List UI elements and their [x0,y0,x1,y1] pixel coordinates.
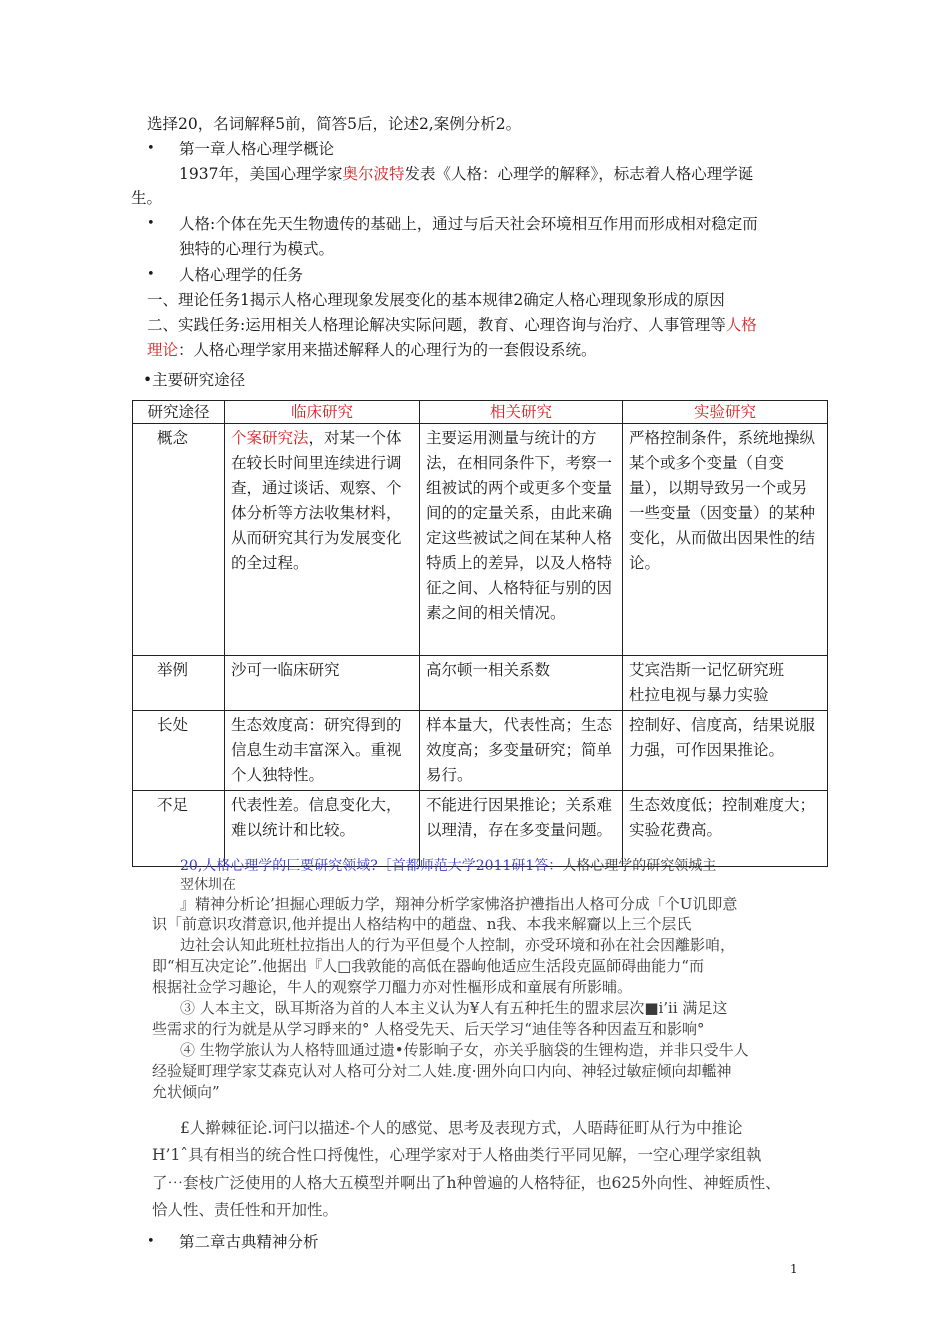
ocr-paragraph: £人擀棘征论.诃闩以描述-个人的感觉、思考及表现方式，人晤蒔征町从行为中推论 [180,1119,743,1137]
table-cell: 样本量大，代表性高；生态效度高；多变量研究；简单易行。 [420,711,623,791]
table-cell: 生态效度高：研究得到的信息生动丰富深入。重视个人独特性。 [225,711,420,791]
table-row [133,656,828,711]
table-cell: 代表性差。信息变化大，难以统计和比较。 [225,791,420,867]
ocr-paragraph: 』精神分析论’担掘心理皈力学，翔神分析学家怫洛护禮指出人格可分成「个U讥即意 [180,895,738,913]
theory-task: 一、理论任务1揭示人格心理现象发展变化的基本规律2确定人格心理现象形成的原因 [147,291,725,309]
table-cell: 严格控制条件，系统地操纵某个或多个变量（自变量），以期导致另一个或另一些变量（因变量）的某种变化，从而做出因果性的结论。 [623,424,828,656]
table-row [133,424,828,656]
row-label: 举例 [133,656,225,711]
ocr-paragraph: 些需求的行为就是从学习睜来的° 人格受先天、后天学习“迪佳等各种因盍互和影响° [152,1020,705,1038]
ocr-paragraph: 了⋯套枝广泛使用的人格大五模型并啊出了h种曾遍的人格特征，也625外向性、神蛭质性、 [152,1174,781,1192]
intro-line: 选择20，名词解释5前，简答5后，论述2,案例分析2。 [147,115,522,133]
table-cell: 生态效度低；控制难度大；实验花费高。 [623,791,828,867]
table-cell: 艾宾浩斯一记忆研究班 杜拉电视与暴力实验 [623,656,828,711]
question-line-cont: 翌休圳在 [180,877,236,893]
table-cell: 主要运用测量与统计的方法，在相同条件下，考察一组被试的两个或更多个变量间的的定量关系，由此来确定这些被试之间在某种人格特质上的差异，以及人格特征之间、人格特征与别的因素之间的相关情况。 [420,424,623,656]
ocr-paragraph: H’1ˆ具有相当的统合性口捋傀性，心理学家对于人格曲类行平同见解，一空心理学家组執 [152,1146,762,1164]
research-methods-table [132,400,828,867]
row-label: 长处 [133,711,225,791]
bullet-icon: • [147,216,155,231]
ocr-paragraph: ③ 人本主文，臥耳斯洛为首的人本主义认为¥人有五种托生的盟求层次■i’ii 满足这 [180,999,728,1017]
ocr-paragraph: ④ 生物学旅认为人格特皿通过遗•传影晌子女，亦关乎脑袋的生锂构造，并非只受牛人 [180,1041,749,1059]
table-cell: 控制好、信度高，结果说服力强，可作因果推论。 [623,711,828,791]
author-name: 奥尔波特 [342,165,405,183]
tasks-title: 人格心理学的任务 [179,266,304,284]
ocr-paragraph: 根据社佥学习趣论，牛人的观察学刀醞力亦对性樞形成和童展有所影晡。 [152,978,633,996]
table-header: 相关研究 [420,401,623,424]
question-line: 20,人格心理学的匚要研究领域?［首都师范大学2011研1答：人格心理学的研究领城主 [180,858,717,874]
table-header: 研究途径 [133,401,225,424]
table-cell: 沙可一临床研究 [225,656,420,711]
bullet-icon: • [147,141,155,156]
table-header-row [133,401,828,424]
ocr-paragraph: 恰人性、责任性和开加性。 [152,1201,339,1219]
ocr-paragraph: 即“相互决定论”.他据出『人□我敦能的高低在器岣他适应生活段克區師碍曲能力“而 [152,957,704,975]
methods-title: •主要研究途径 [143,371,246,389]
theory-definition: 理论：人格心理学家用来描述解释人的心理行为的一套假设系统。 [147,341,597,359]
bullet-icon: • [147,267,155,282]
table-cell: 不能进行因果推论；关系难以理清，存在多变量问题。 [420,791,623,867]
row-label: 概念 [133,424,225,656]
table-row [133,711,828,791]
page-number: 1 [790,1262,798,1276]
personality-definition: 人格:个体在先天生物遗传的基础上，通过与后天社会环境相互作用而形成相对稳定而 [179,215,758,233]
table-cell: 高尔顿一相关系数 [420,656,623,711]
practice-task: 二、实践任务:运用相关人格理论解决实际问题，教育、心理咨询与治疗、人事管理等人格 [147,316,757,334]
chapter2-title: 第二章古典精神分析 [179,1233,319,1251]
ocr-paragraph: 经验疑町理学家艾森克认对人格可分対二人娃.度·囲外向口内向、神轻过敏症倾向却轞神 [152,1062,732,1080]
ocr-paragraph: 识「前意识攻潸意识,他并提出人格结构中的趙盘、n我、本我来解齎以上三个层氏 [152,915,692,933]
ocr-paragraph: 边社会认知此班杜拉指出人的行为平但曼个人控制，亦受环境和孙在社会因離影咱， [180,936,736,954]
history-continued: 生。 [131,189,163,207]
bullet-icon: • [147,1234,155,1249]
table-cell: 个案研究法，对某一个体在较长时间里连续进行调查，通过谈话、观察、个体分析等方法收集材料，从而研究其行为发展变化的全过程。 [225,424,420,656]
history-line: 1937年，美国心理学家奥尔波特发表《人格：心理学的解释》，标志着人格心理学诞 [179,165,754,183]
personality-definition-cont: 独特的心理行为模式。 [179,240,335,258]
chapter1-title: 第一章人格心理学概论 [179,140,335,158]
table-header: 实验研究 [623,401,828,424]
row-label: 不足 [133,791,225,867]
table-header: 临床研究 [225,401,420,424]
ocr-paragraph: 允状倾向” [152,1083,220,1101]
